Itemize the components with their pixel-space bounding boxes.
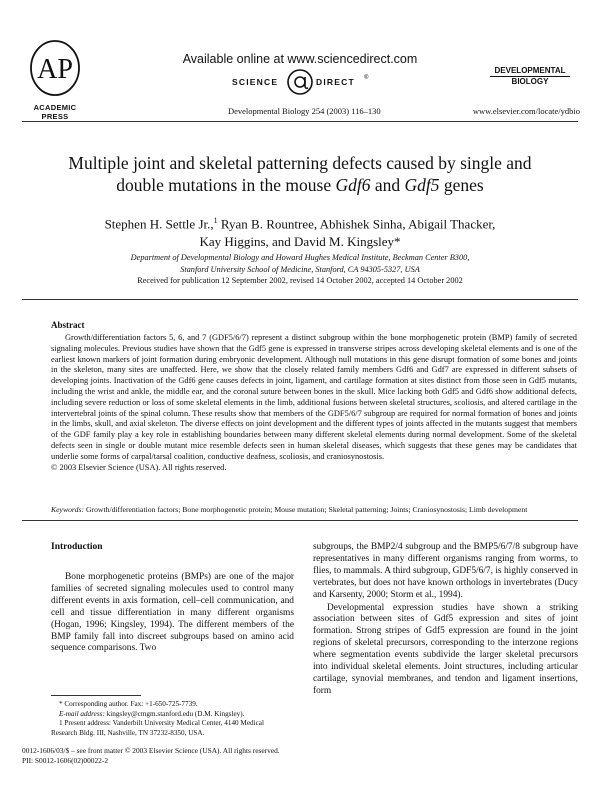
received-dates: Received for publication 12 September 2002, revised 14 October 2002, accepted 14 October 2002 [137, 276, 463, 285]
article-title [40, 152, 560, 196]
footnote-email-address[interactable]: kingsley@cmgm.stanford.edu (D.M. Kingsley). [106, 709, 245, 718]
intro-left-paragraph: Bone morphogenetic proteins (BMPs) are one of the major families of secreted signaling molecules used to control many different events in axis formation, cell–cell communication, and cell and tissue differentiation in many different organisms (Hogan, 1996; Kingsley, 1994). The different members of the BMP family fall into discreet subgroups based on amino acid sequence comparisons. Two [51, 572, 294, 654]
footnote-present-address-line1: 1 Present address: Vanderbilt University Medical Center, 4140 Medical [59, 719, 264, 728]
footnote-corresponding: * Corresponding author. Fax: +1-650-725-7739. [59, 700, 198, 708]
journal-name-line1: DEVELOPMENTAL [490, 66, 570, 77]
title-line1: Multiple joint and skeletal patterning defects caused by single and [68, 153, 532, 173]
introduction-heading: Introduction [51, 542, 103, 552]
affiliation-line2: Stanford University School of Medicine, Stanford, CA 94305-5327, USA [180, 264, 420, 274]
at-sign-icon [286, 68, 314, 96]
intro-right-paragraph1: subgroups, the BMP2/4 subgroup and the BMP5/6/7/8 subgroup have representatives in many different organisms ranging from worms, to flies, to mammals. A third subgroup, GDF5/6/7, is highly conserved in vertebrates, but does not have known orthologs in invertebrates (Ducy and Karsenty, 2000; Storm et al., 1994). [313, 542, 578, 600]
author-list [40, 212, 560, 251]
affiliation-line1: Department of Developmental Biology and Howard Hughes Medical Institute, Beckman Center B300, [130, 253, 470, 262]
page-footer [22, 746, 542, 766]
title-line2-b: and [370, 175, 405, 195]
journal-name-line2: BIOLOGY [511, 77, 549, 86]
keywords-text: Growth/differentiation factors; Bone morphogenetic protein; Mouse mutation; Skeletal patterning; Joints; Craniosynostosis; Limb development [85, 505, 528, 514]
intro-left-column [51, 572, 294, 655]
abstract-copyright: © 2003 Elsevier Science (USA). All rights reserved. [51, 462, 227, 472]
abstract-bottom-rule [22, 520, 578, 521]
logo-letters: AP [37, 54, 73, 85]
academic-press-logo-icon [22, 38, 88, 98]
intro-right-column [313, 542, 578, 698]
authors-line1 [40, 212, 560, 233]
authors-line2: Kay Higgins, and David M. Kingsley* [199, 234, 401, 250]
title-line2 [40, 174, 560, 196]
abstract-heading: Abstract [51, 320, 85, 330]
abstract-body [51, 333, 577, 473]
sd-right-text: DIRECT [316, 77, 355, 87]
author-sup1: 1 [213, 216, 218, 225]
title-line2-a: double mutations in the mouse [116, 175, 336, 195]
footer-pii: PII: S0012-1606(02)00022-2 [22, 756, 109, 765]
abstract-text: Growth/differentiation factors 5, 6, and 7 (GDF5/6/7) represent a distinct subgroup within the bone morphogenetic protein (BMP) family of secreted signaling molecules. Previous studies have shown that the Gdf5 gene is expressed in transverse stripes across developing skeletal elements and is one of the earliest known markers of joint formation during embryonic development. Although null mutations in this gene disrupt formation of some bones and joints in the skeleton, many sites are unaffected. Here, we show that the closely related family members Gdf6 and Gdf7 are expressed in different subsets of developing joints. Inactivation of the Gdf6 gene causes defects in joint, ligament, and cartilage formation at sites distinct from those seen in Gdf5 mutants, including the wrist and ankle, the middle ear, and the coronal suture between bones in the skull. Mice lacking both Gdf5 and Gdf6 show additional defects, including severe reduction or loss of some skeletal elements in the limb, additional fusions between skeletal structures, scoliosis, and altered cartilage in the intervertebral joints of the spinal column. These results show that members of the GDF5/6/7 subgroup are required for normal formation of bones and joints in the limbs, skull, and axial skeleton. The diverse effects on joint development and the different types of joints affected in the mutants suggest that members of the GDF family play a key role in establishing boundaries between many different skeletal elements during normal development. Some of the skeletal defects seen in single or double mutant mice resemble defects seen in human skeletal diseases, which suggests that these genes may be candidates that underlie some forms of carpal/tarsal coalition, conductive deafness, scoliosis, and craniosynostosis. [51, 333, 577, 461]
footnote-email [51, 710, 301, 720]
header-rule [22, 121, 578, 122]
title-gene1: Gdf6 [335, 175, 371, 195]
publisher-logo [22, 38, 88, 121]
footnotes [51, 700, 301, 738]
authors-line1-b: Ryan B. Rountree, Abhishek Sinha, Abigail Thacker, [217, 216, 496, 232]
sciencedirect-logo [212, 68, 392, 96]
publisher-name-line1: ACADEMIC [33, 103, 77, 112]
journal-url[interactable]: www.elsevier.com/locate/ydbio [472, 106, 580, 116]
title-line2-c: genes [439, 175, 484, 195]
registered-mark: ® [364, 75, 369, 81]
footer-issn: 0012-1606/03/$ – see front matter © 2003 Elsevier Science (USA). All rights reserved. [22, 746, 280, 755]
footnote-rule [51, 695, 141, 696]
publisher-name-line2: PRESS [41, 112, 69, 121]
abstract-top-rule [22, 299, 578, 300]
footnote-present-address-line2: Research Bldg. III, Nashville, TN 37232-8350, USA. [51, 728, 205, 737]
authors-line1-a: Stephen H. Settle Jr., [104, 216, 214, 232]
sd-left-text: SCIENCE [232, 77, 279, 87]
affiliation [40, 252, 560, 275]
available-online-text: Available online at www.sciencedirect.com [182, 52, 418, 66]
footnote-email-label: E-mail address: [59, 709, 105, 718]
citation-line: Developmental Biology 254 (2003) 116–130 [228, 106, 381, 116]
keywords-label: Keywords: [51, 505, 85, 514]
journal-name-logo [490, 66, 570, 87]
title-gene2: Gdf5 [404, 175, 440, 195]
keywords-line [51, 505, 581, 514]
intro-right-paragraph2: Developmental expression studies have shown a striking association between sites of Gdf5 expression and sites of joint formation. Strong stripes of Gdf5 expression are found in the joint regions of skeletal precursors, corresponding to the interzone regions where segmentation events subdivide the larger skeletal precursors into individual skeletal elements. Joint structures, including articular cartilage, synovial membranes, and tendon and ligament insertions, form [313, 602, 578, 696]
